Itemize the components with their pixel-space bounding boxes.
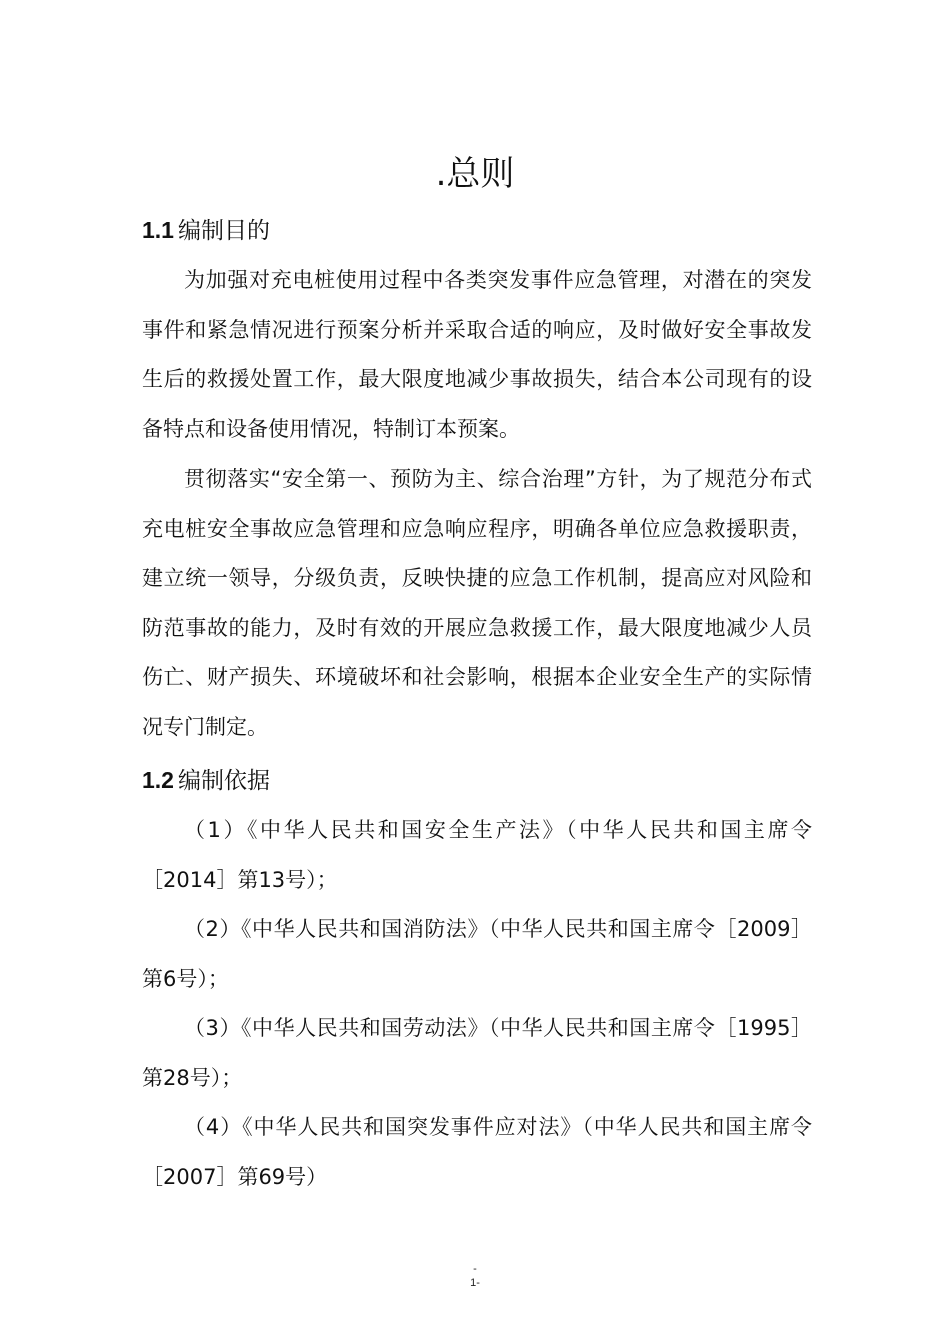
list-item: （4）《中华人民共和国突发事件应对法》（中华人民共和国主席令［2007］第69号） [142,1115,812,1189]
list-item: （3）《中华人民共和国劳动法》（中华人民共和国主席令［1995］第28号）； [142,1016,812,1090]
page-number: 1- [470,1277,480,1289]
section-title: 编制目的 [177,218,270,244]
section-heading-basis [142,764,270,797]
section-number: 1.1 [142,217,174,243]
list-item: （1）《中华人民共和国安全生产法》（中华人民共和国主席令［2014］第13号）； [142,818,812,892]
section-heading-purpose [142,214,270,247]
page-title: .总则 [435,154,515,194]
paragraph: 为加强对充电桩使用过程中各类突发事件应急管理，对潜在的突发事件和紧急情况进行预案分析并采取合适的响应，及时做好安全事故发生后的救援处置工作，最大限度地减少事故损失，结合本公司现有的设备特点和设备使用情况，特制订本预案。 [142,268,812,441]
section-number: 1.2 [142,767,174,793]
page-footer [0,1262,950,1290]
footer-dash: - [473,1263,477,1275]
section-title: 编制依据 [177,768,270,794]
paragraph: 贯彻落实“安全第一、预防为主、综合治理”方针，为了规范分布式充电桩安全事故应急管理和应急响应程序，明确各单位应急救援职责，建立统一领导，分级负责，反映快捷的应急工作机制，提高应对风险和防范事故的能力，及时有效的开展应急救援工作，最大限度地减少人员伤亡、财产损失、环境破坏和社会影响，根据本企业安全生产的实际情况专门制定。 [142,467,812,739]
list-item: （2）《中华人民共和国消防法》（中华人民共和国主席令［2009］第6号）； [142,917,812,991]
